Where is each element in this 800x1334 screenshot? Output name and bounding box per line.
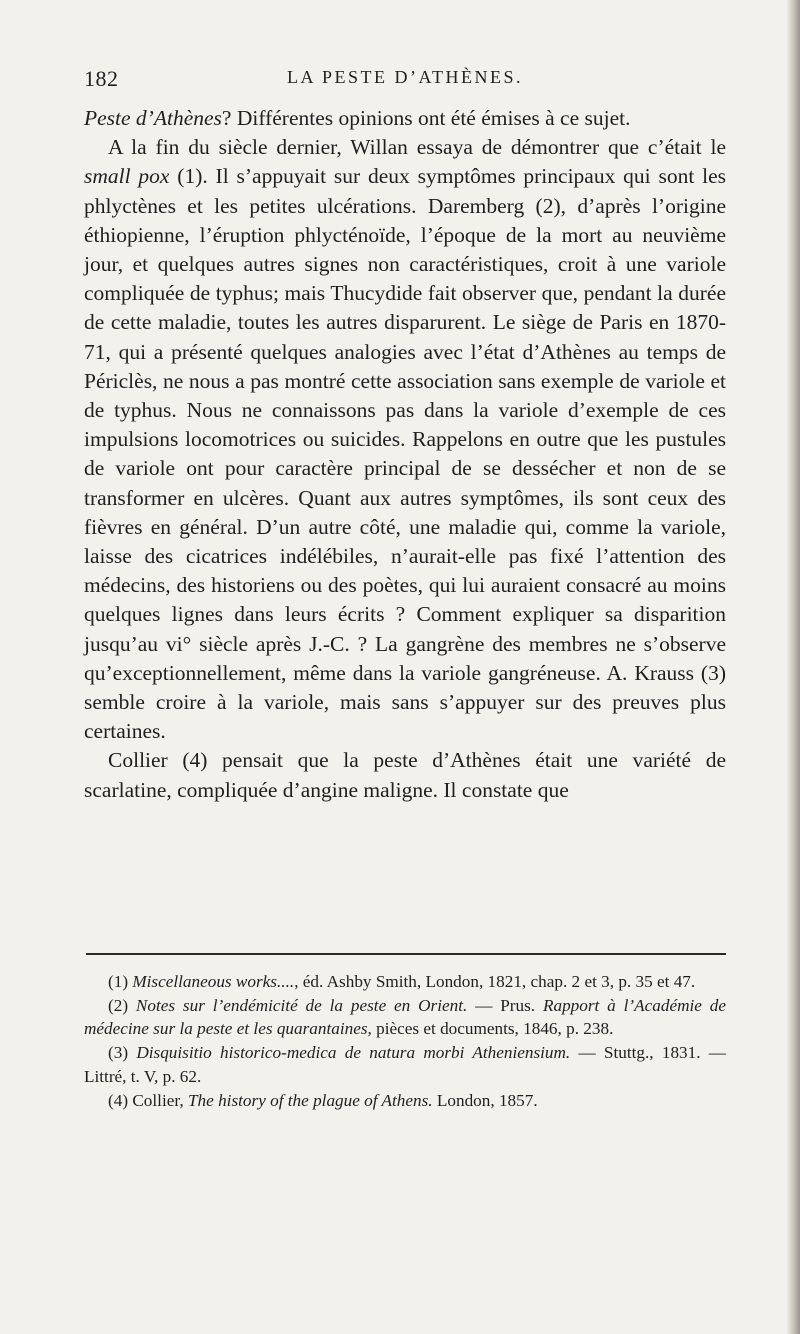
footnote-4 [84,1089,726,1113]
footnote-number: (4) [108,1090,133,1110]
italic-title: Peste d’Athènes [84,106,222,130]
footnote-text: — Prus. [467,995,543,1015]
footnote-italic: The history of the plague of Athens. [188,1090,433,1110]
footnote-italic: Disquisitio historico-medica de natura morbi Atheniensium. [136,1043,571,1063]
page-header [84,66,726,96]
footnote-text: — Stuttg., 1831. — Littré, t. V, p. 62. [84,1043,726,1086]
paragraph-1-text: ? Différentes opinions ont été émises à ce sujet. [221,106,631,130]
footnote-3 [84,1041,726,1088]
paragraph-2-text-b: (1). Il s’appuyait sur deux symptômes principaux qui sont les phlyctènes et les petites ulcérations. Daremberg (2), d’après l’origine éthiopienne, l’éruption phlycténoïde, l’époque de la mort au neuvième jour, et quelques autres signes non caractéristiques, croit à une variole compliquée de typhus; mais Thucydide fait observer que, pendant la durée de cette maladie, toutes les autres disparurent. Le siège de Paris en 1870-71, qui a présenté quelques analogies avec l’état d’Athènes au temps de Périclès, ne nous a pas montré cette association sans exemple de variole et de typhus. Nous ne connaissons pas dans la variole d’exemple de ces impulsions locomotrices ou suicides. Rappelons en outre que les pustules de variole ont pour caractère principal de se dessécher et non de se transformer en ulcères. Quant aux autres symptômes, ils sont ceux des fièvres en général. D’un autre côté, une maladie qui, comme la variole, laisse des cicatrices indélébiles, n’aurait-elle pas fixé l’attention des médecins, des historiens ou des poètes, qui lui auraient consacré au moins quelques lignes dans leurs écrits ? Comment expliquer sa disparition jusqu’au vi° siècle après J.-C. ? La gangrène des membres ne s’observe qu’exceptionnellement, même dans la variole gangréneuse. A. Krauss (3) semble croire à la variole, mais sans s’appuyer sur des preuves plus certaines. [84,164,726,744]
footnote-text: pièces et documents, 1846, p. 238. [371,1019,614,1039]
footnote-rule [86,953,726,955]
footnote-italic: Rapport à l’Académie de médecine sur la peste et les quarantaines, [84,995,726,1039]
paragraph-1 [84,104,726,133]
footnote-text: , éd. Ashby Smith, London, 1821, chap. 2 et 3, p. 35 et 47. [294,972,696,991]
page-number: 182 [84,66,119,91]
paragraph-3: Collier (4) pensait que la peste d’Athènes était une variété de scarlatine, compliquée d’angine maligne. Il constate que [84,748,726,802]
footnote-1 [84,970,726,994]
running-title: LA PESTE D’ATHÈNES. [287,67,523,87]
body-text [84,104,726,805]
footnote-number: (1) [108,972,133,991]
footnotes [84,970,726,1112]
footnote-italic: Miscellaneous works.... [132,972,295,991]
page-edge-shadow [786,0,800,1334]
paragraph-2-text-a: A la fin du siècle dernier, Willan essaya de démontrer que c’était le [108,135,726,160]
footnote-italic: Notes sur l’endémicité de la peste en Orient. [135,995,468,1015]
italic-term: small pox [84,164,170,189]
paragraph-2 [84,133,726,746]
footnote-2 [84,994,726,1041]
footnote-text: Collier, [132,1090,188,1110]
footnote-number: (2) [108,995,136,1015]
footnote-text: London, 1857. [432,1090,538,1110]
footnote-number: (3) [108,1043,137,1063]
